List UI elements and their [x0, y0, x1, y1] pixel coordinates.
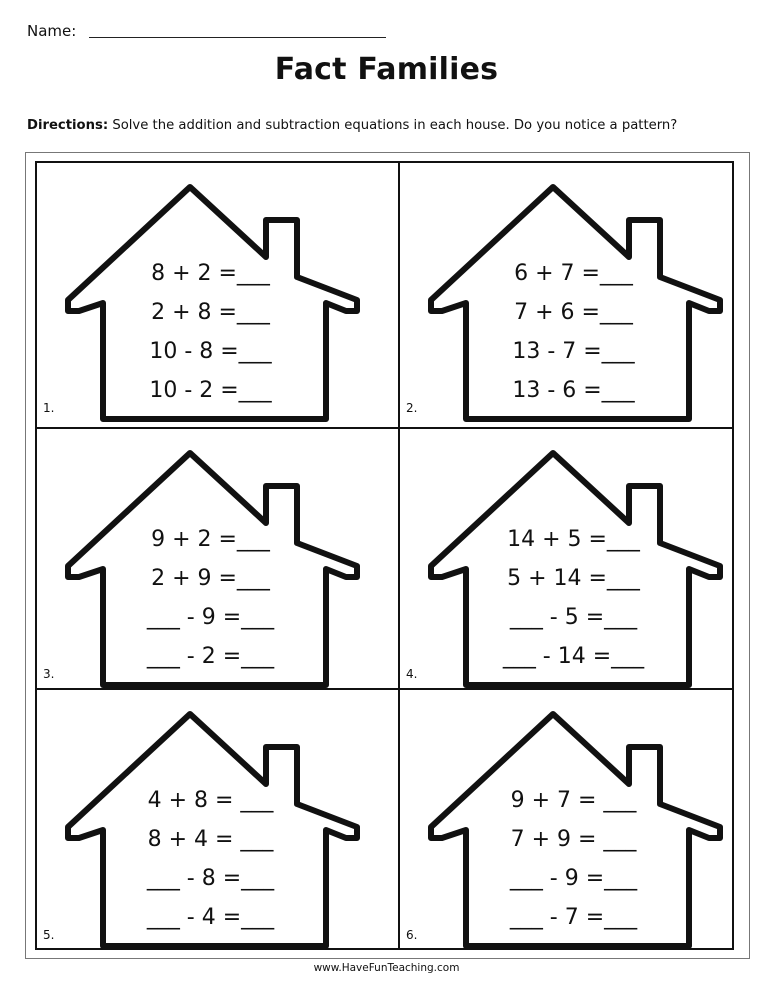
directions: [27, 118, 677, 133]
house-number: 3.: [43, 667, 55, 681]
equation[interactable]: ___ - 4 =___: [146, 905, 275, 930]
worksheet-title: Fact Families: [274, 52, 499, 87]
directions-text: Solve the addition and subtraction equations in each house. Do you notice a pattern?: [108, 118, 678, 133]
directions-label: Directions:: [27, 118, 109, 133]
name-field[interactable]: [89, 37, 386, 38]
grid-divider-horizontal: [35, 427, 734, 429]
equation[interactable]: 9 + 7 = ___: [510, 788, 637, 813]
equation[interactable]: 5 + 14 =___: [507, 566, 640, 591]
equation-list: [401, 254, 746, 410]
equation-list: [38, 520, 383, 676]
equation[interactable]: 8 + 2 =___: [151, 261, 270, 286]
grid-divider-vertical: [398, 161, 400, 950]
name-label: Name:: [27, 22, 77, 40]
house-card-3: [38, 431, 383, 687]
house-number: 2.: [406, 401, 418, 415]
house-number: 5.: [43, 928, 55, 942]
equation[interactable]: 7 + 6 =___: [514, 300, 633, 325]
house-number: 4.: [406, 667, 418, 681]
equation[interactable]: 13 - 6 =___: [512, 378, 635, 403]
house-card-6: [401, 692, 746, 948]
equation[interactable]: 9 + 2 =___: [151, 527, 270, 552]
equation[interactable]: 14 + 5 =___: [507, 527, 640, 552]
equation[interactable]: ___ - 9 =___: [146, 605, 275, 630]
house-number: 1.: [43, 401, 55, 415]
equation[interactable]: ___ - 9 =___: [509, 866, 638, 891]
equation[interactable]: 4 + 8 = ___: [147, 788, 274, 813]
equation[interactable]: 8 + 4 = ___: [147, 827, 274, 852]
equation-list: [38, 254, 383, 410]
equation[interactable]: 6 + 7 =___: [514, 261, 633, 286]
house-card-4: [401, 431, 746, 687]
house-card-5: [38, 692, 383, 948]
equation[interactable]: ___ - 5 =___: [509, 605, 638, 630]
house-card-1: [38, 165, 383, 421]
equation-list: [401, 781, 746, 937]
equation-list: [401, 520, 746, 676]
equation[interactable]: 2 + 8 =___: [151, 300, 270, 325]
equation[interactable]: 7 + 9 = ___: [510, 827, 637, 852]
equation[interactable]: 10 - 8 =___: [149, 339, 272, 364]
equation[interactable]: ___ - 7 =___: [509, 905, 638, 930]
equation[interactable]: ___ - 14 =___: [502, 644, 645, 669]
footer-url: www.HaveFunTeaching.com: [313, 962, 460, 974]
equation[interactable]: ___ - 8 =___: [146, 866, 275, 891]
equation[interactable]: 10 - 2 =___: [149, 378, 272, 403]
equation[interactable]: 13 - 7 =___: [512, 339, 635, 364]
equation[interactable]: 2 + 9 =___: [151, 566, 270, 591]
equation[interactable]: ___ - 2 =___: [146, 644, 275, 669]
equation-list: [38, 781, 383, 937]
house-number: 6.: [406, 928, 418, 942]
house-card-2: [401, 165, 746, 421]
